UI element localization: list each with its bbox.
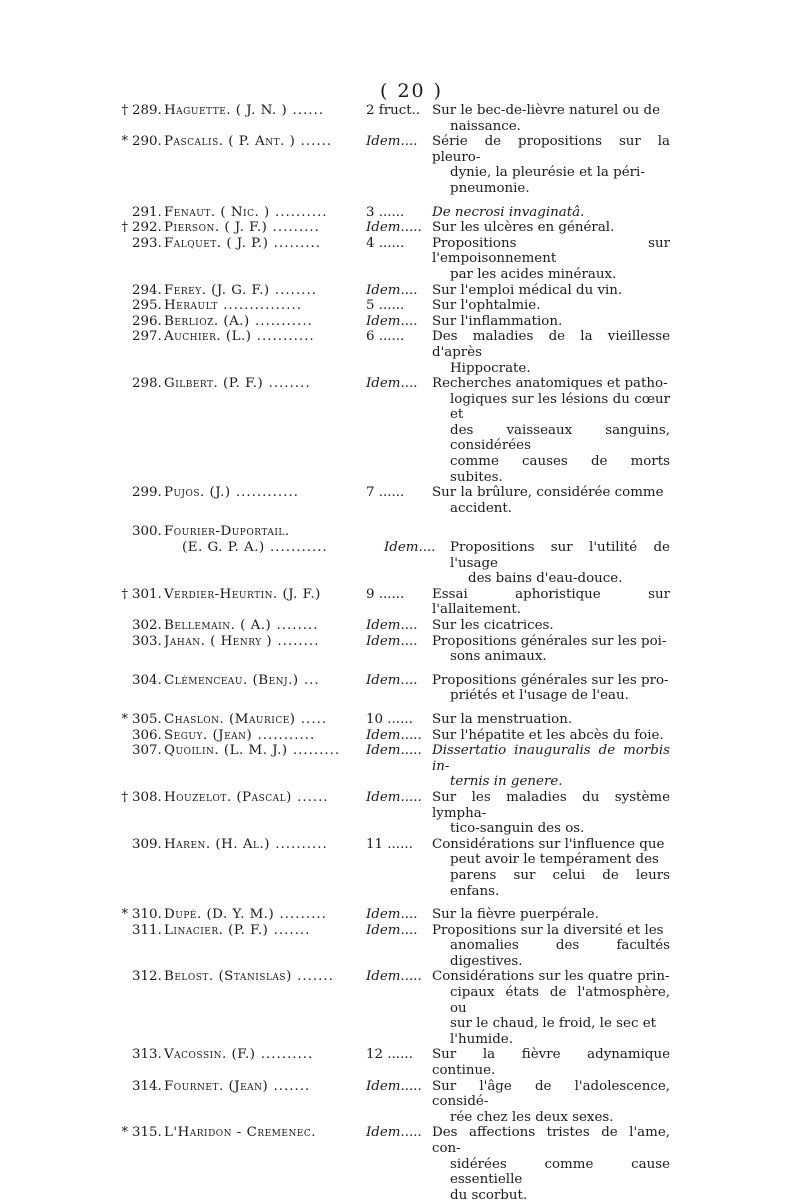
thesis-title-line: peut avoir le tempérament des [450,852,659,868]
thesis-title-line: Considérations sur les quatre prin- [432,969,670,985]
leader-dots: ............... [217,298,302,314]
entry-gap [110,899,670,907]
thesis-title [432,728,670,744]
volume-reference: Idem..... [366,1125,422,1141]
entry-mark: † [121,586,128,602]
entry-295 [110,298,670,314]
entry-312 [110,969,670,1047]
leader-dots: ............ [230,485,299,501]
entry-mark: * [121,907,128,923]
thesis-title-line: pneumonie. [450,180,530,196]
entry-296 [110,314,670,330]
thesis-title-line: Propositions générales sur les pro- [432,672,669,688]
author-name [164,790,366,806]
leader-dots: ........... [264,540,328,556]
thesis-title-line: dynie, la pleurésie et la péri- [450,165,645,181]
thesis-title-line: sur le chaud, le froid, le sec et [450,1016,657,1032]
thesis-title-line: sidérées comme cause essentielle [450,1156,670,1188]
author-name [164,298,366,314]
author-initials-text: (E. G. P. A.) [182,540,265,556]
leader-dots: ....... [291,969,334,985]
author-name [164,907,366,923]
entry-number: 304. [132,672,162,688]
author-name [164,376,366,392]
volume-reference: Idem..... [366,743,422,759]
entry-number: 307. [132,743,162,759]
entry-303 [110,634,670,665]
author-name [164,205,366,221]
thesis-title-line: Sur l'emploi médical du vin. [432,282,623,298]
thesis-title [432,376,670,485]
thesis-title-line: Sur l'ophtalmie. [432,298,541,314]
thesis-title-line: logiques sur les lésions du cœur et [450,391,670,423]
author-name-text: Chaslon. (Maurice) [164,711,296,727]
entry-number: 296. [132,313,162,329]
volume-reference: 7 ...... [366,485,405,501]
author-name [164,923,366,939]
thesis-title [432,587,670,618]
leader-dots: ......... [287,743,341,759]
thesis-title-line: De necrosi invaginatâ. [432,204,585,220]
entry-number: 297. [132,329,162,345]
thesis-title-line: rée chez les deux sexes. [450,1109,614,1125]
entry-mark: † [121,220,128,236]
leader-dots: ......... [267,220,320,236]
author-name-text: Ferey. (J. G. F.) [164,282,270,298]
volume-reference: Idem.... [366,633,418,649]
leader-dots: ......... [274,907,327,923]
leader-dots: ... [298,672,320,688]
entry-number: 295. [132,298,162,314]
author-name-text: Gilbert. (P. F.) [164,376,264,392]
thesis-title-line: Sur l'âge de l'adolescence, considé- [432,1078,670,1110]
thesis-title-line: Sur la menstruation. [432,711,573,727]
author-name-text: Haguette. ( J. N. ) [164,103,288,118]
leader-dots: ........... [252,727,316,743]
author-name [164,673,366,689]
thesis-title [432,1079,670,1126]
thesis-title-line: Considérations sur l'influence que [432,836,665,852]
author-name [164,587,366,603]
volume-reference: 3 ...... [366,204,405,220]
entry-number: 289. [132,103,162,118]
entry-number: 299. [132,485,162,501]
leader-dots: ...... [287,103,324,118]
author-name [164,103,366,119]
author-name-text: Dupé. (D. Y. M.) [164,907,275,923]
thesis-title-line: naissance. [450,118,521,134]
thesis-title-line: Série de propositions sur la pleuro- [432,134,670,165]
author-name-text: Jahan. ( Henry ) [164,633,273,649]
thesis-title-line: Sur les cicatrices. [432,618,554,633]
author-name [164,236,366,252]
thesis-title-line: Des affections tristes de l'ame, con- [432,1125,670,1156]
author-name [164,485,366,501]
entry-294 [110,283,670,299]
entry-gap [110,197,670,205]
thesis-title [432,329,670,376]
thesis-title [432,1125,670,1203]
volume-reference: Idem..... [366,789,422,805]
entry-number: 308. [132,789,162,805]
volume-reference: 2 fruct.. [366,103,421,118]
entry-mark: † [121,103,128,118]
entry-number: 301. [132,586,162,602]
author-name-text: Clémenceau. (Benj.) [164,672,299,688]
entry-number: 298. [132,376,162,392]
author-name-text: Seguy. (Jean) [164,727,253,743]
entry-number: 292. [132,220,162,236]
thesis-title-line: Sur le bec-de-lièvre naturel ou de [432,103,661,118]
author-name [164,314,366,330]
volume-reference: Idem.... [366,672,418,688]
thesis-title [432,712,670,728]
thesis-title [432,134,670,196]
entry-291 [110,205,670,221]
entry-315 [110,1125,670,1203]
volume-reference: 4 ...... [366,235,405,251]
thesis-title-line: Propositions générales sur les poi- [432,633,667,649]
entry-number: 310. [132,907,162,923]
thesis-title-line: Propositions sur la diversité et les [432,922,664,938]
entry-305 [110,712,670,728]
author-name-text: Pierson. ( J. F.) [164,220,268,236]
entry-299 [110,485,670,516]
thesis-title-line: Sur les ulcères en général. [432,220,615,236]
entry-297 [110,329,670,376]
leader-dots: ........ [263,376,311,392]
thesis-title [432,298,670,314]
volume-reference: Idem.... [366,618,418,633]
volume-reference: Idem.... [384,540,436,556]
entry-gap [110,665,670,673]
entry-311 [110,923,670,970]
author-name-text: Berlioz. (A.) [164,313,250,329]
volume-reference: Idem..... [366,1078,422,1094]
volume-reference: 9 ...... [366,586,405,602]
volume-reference: 6 ...... [366,329,405,345]
thesis-title [432,1047,670,1078]
author-name [164,712,366,728]
thesis-title-line: cipaux états de l'atmosphère, ou [450,985,670,1016]
thesis-title [432,103,670,134]
leader-dots: ......... [268,235,321,251]
entry-mark: * [121,134,128,150]
thesis-title [432,743,670,790]
volume-reference: Idem.... [366,376,418,392]
thesis-title-line: sons animaux. [450,649,547,665]
entry-number: 290. [132,134,162,150]
thesis-title-line: des vaisseaux sanguins, considérées [450,422,670,454]
entry-309 [110,837,670,899]
entry-307 [110,743,670,790]
thesis-title [432,907,670,923]
author-name-text: Falquet. ( J. P.) [164,235,269,251]
thesis-title [432,485,670,516]
leader-dots: ...... [291,789,329,805]
entry-list [110,103,670,1203]
entry-number: 303. [132,633,162,649]
entry-293 [110,236,670,283]
thesis-title-line: comme causes de morts subites. [450,454,670,485]
leader-dots: ........ [271,618,319,633]
entry-number: 311. [132,922,162,938]
thesis-title-line: parens sur celui de leurs enfans. [450,867,670,899]
entry-mark: † [121,789,128,805]
thesis-title-line: des bains d'eau-douce. [468,571,623,587]
author-name [164,134,366,150]
entry-298 [110,376,670,485]
author-name-text: Belost. (Stanislas) [164,969,292,985]
entry-mark: * [121,711,128,727]
entry-289 [110,103,670,134]
thesis-title-line: anomalies des facultés digestives. [450,938,670,969]
thesis-title-line: Sur l'hépatite et les abcès du foie. [432,727,664,743]
thesis-title [450,540,670,587]
thesis-title-line: du scorbut. [450,1187,528,1203]
entry-301 [110,587,670,618]
author-name [164,524,366,540]
volume-reference: Idem..... [366,727,422,743]
entry-number: 314. [132,1078,162,1094]
entry-number: 305. [132,711,162,727]
thesis-title [432,236,670,283]
page-number: ( 20 ) [380,80,444,102]
author-name [164,728,366,744]
volume-reference: Idem.... [366,134,418,150]
thesis-title-line: Propositions sur l'empoisonnement [432,235,670,267]
author-name [164,1047,366,1063]
author-name [164,220,366,236]
author-name [164,634,366,650]
author-name [164,283,366,299]
thesis-title-line: Sur la fièvre adynamique continue. [432,1047,670,1079]
author-name-text: Haren. (H. Al.) [164,836,270,852]
entry-gap [110,516,670,524]
entry-300 [110,524,670,586]
thesis-title-line: Sur la brûlure, considérée comme [432,485,664,501]
thesis-title [432,283,670,299]
entry-number: 313. [132,1047,162,1063]
leader-dots: .......... [269,836,328,852]
author-name-text: Quoilin. (L. M. J.) [164,743,288,759]
volume-reference: 10 ...... [366,711,413,727]
author-name-text: L'Haridon - Cremenec. [164,1125,317,1141]
entry-313 [110,1047,670,1078]
thesis-title-line: tico-sanguin des os. [450,821,585,837]
leader-dots: .......... [269,204,328,220]
volume-reference: 11 ...... [366,836,413,852]
author-name [164,618,366,634]
thesis-title [432,673,670,704]
leader-dots: ..... [295,711,328,727]
thesis-title-line: Des maladies de la vieillesse d'après [432,329,670,360]
entry-292 [110,220,670,236]
leader-dots: ...... [295,134,333,150]
thesis-title-line: Sur la fièvre puerpérale. [432,907,599,923]
entry-304 [110,673,670,704]
author-name-text: Linacier. (P. F.) [164,922,269,938]
volume-reference: Idem..... [366,969,422,985]
entry-number: 306. [132,727,162,743]
leader-dots: .......... [255,1047,314,1063]
volume-reference: 5 ...... [366,298,405,314]
entry-number: 315. [132,1125,162,1141]
author-name [164,329,366,345]
leader-dots: ........... [249,313,313,329]
author-name-text: Vacossin. (F.) [164,1047,256,1063]
entry-gap [110,704,670,712]
author-name-text: Herault [164,298,218,314]
thesis-title-line: Propositions sur l'utilité de l'usage [450,540,670,571]
entry-number: 291. [132,204,162,220]
entry-310 [110,907,670,923]
volume-reference: Idem.... [366,313,418,329]
thesis-title-line: l'humide. [450,1031,513,1047]
entry-290 [110,134,670,196]
thesis-title-line: Dissertatio inauguralis de morbis in- [432,743,670,774]
entry-number: 309. [132,836,162,852]
author-name [164,837,366,853]
thesis-title [432,634,670,665]
entry-number: 294. [132,282,162,298]
thesis-title-line: ternis in genere. [450,774,563,790]
thesis-title-line: Sur l'inflammation. [432,313,563,329]
entry-306 [110,728,670,744]
author-name [164,1125,366,1141]
thesis-title [432,205,670,221]
author-name-text: Bellemain. ( A.) [164,618,272,633]
author-name [164,1079,366,1095]
author-name-text: Auchier. (L.) [164,329,252,345]
thesis-title [432,923,670,970]
volume-reference: Idem..... [366,220,422,236]
thesis-title-line: Essai aphoristique sur l'allaitement. [432,586,670,618]
author-name-text: Verdier-Heurtin. (J. F.) [164,586,321,602]
leader-dots: ....... [268,1078,311,1094]
author-name-text: Fenaut. ( Nic. ) [164,204,270,220]
author-initials [164,540,384,556]
entry-mark: * [121,1125,128,1141]
thesis-title [432,220,670,236]
leader-dots: ........... [251,329,315,345]
thesis-title-line: Recherches anatomiques et patho- [432,376,668,392]
entry-302 [110,618,670,634]
volume-reference: Idem.... [366,282,418,298]
thesis-title-line: par les acides minéraux. [450,266,617,282]
volume-reference: Idem.... [366,907,418,923]
thesis-title-line: priétés et l'usage de l'eau. [450,688,629,704]
author-name-text: Fourier-Duportail. [164,524,290,540]
author-name [164,743,366,759]
author-name-text: Pujos. (J.) [164,485,231,501]
entry-308 [110,790,670,837]
entry-number: 302. [132,618,162,633]
entry-number: 312. [132,969,162,985]
entry-number: 293. [132,235,162,251]
volume-reference: 12 ...... [366,1047,413,1063]
leader-dots: ........ [269,282,317,298]
thesis-title-line: Sur les maladies du système lympha- [432,789,670,821]
thesis-title [432,790,670,837]
thesis-title [432,969,670,1047]
author-name-text: Fournet. (Jean) [164,1078,269,1094]
leader-dots: ........ [272,633,320,649]
entry-314 [110,1079,670,1126]
author-name-text: Houzelot. (Pascal) [164,789,292,805]
thesis-title [432,837,670,899]
thesis-title [432,618,670,634]
entry-number: 300. [132,524,162,540]
author-name-text: Pascalis. ( P. Ant. ) [164,134,296,150]
volume-reference: Idem.... [366,922,418,938]
leader-dots: ....... [268,922,311,938]
thesis-title-line: Hippocrate. [450,360,531,376]
thesis-title-line: accident. [450,500,513,516]
thesis-title [432,314,670,330]
